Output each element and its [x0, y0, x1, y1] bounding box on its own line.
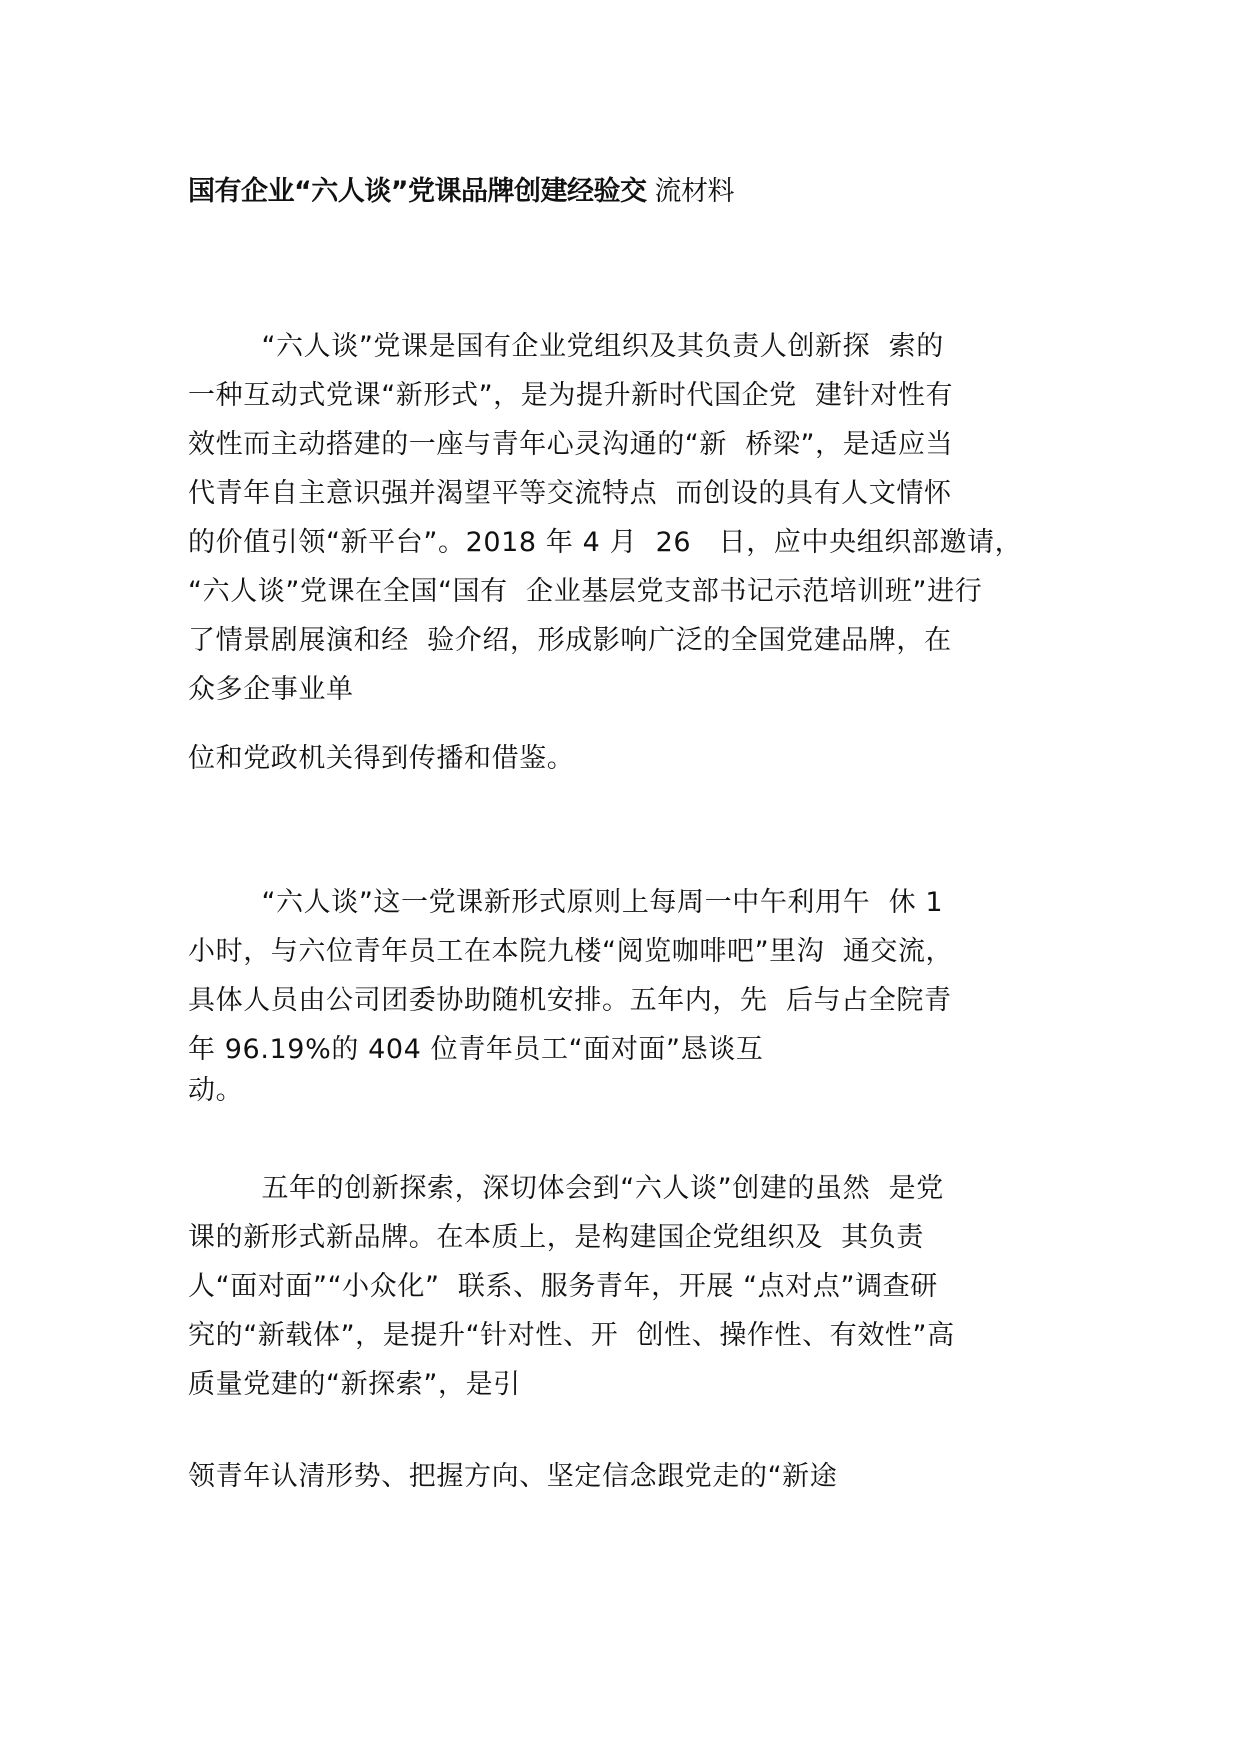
- paragraph-3-line: 质量党建的“新探索”，是引: [188, 1369, 521, 1400]
- document-title: [188, 172, 734, 212]
- paragraph-2-line: 小时，与六位青年员工在本院九楼“阅览咖啡吧”里沟 通交流，: [188, 936, 954, 967]
- paragraph-2-line: 具体人员由公司团委协助随机安排。五年内，先 后与占全院青: [188, 985, 952, 1016]
- paragraph-1: [188, 322, 1058, 714]
- paragraph-2: [188, 878, 1058, 1074]
- paragraph-1-line: 的价值引领“新平台”。2018 年 4 月 26 日，应中央组织部邀请，: [188, 527, 1023, 558]
- paragraph-3-line: 人“面对面”“小众化” 联系、服务青年，开展 “点对点”调查研: [188, 1271, 938, 1302]
- paragraph-2-line: “六人谈”这一党课新形式原则上每周一中午利用午 休 1: [188, 887, 944, 918]
- paragraph-1-line: “六人谈”党课在全国“国有 企业基层党支部书记示范培训班”进行: [188, 576, 983, 607]
- paragraph-3-tail: [188, 1452, 1058, 1501]
- paragraph-3: [188, 1164, 1058, 1409]
- paragraph-3-line: 课的新形式新品牌。在本质上，是构建国企党组织及 其负责: [188, 1222, 924, 1253]
- paragraph-1-line: 代青年自主意识强并渴望平等交流特点 而创设的具有人文情怀: [188, 478, 952, 509]
- paragraph-2-line: 年 96.19%的 404 位青年员工“面对面”恳谈互: [188, 1034, 764, 1065]
- paragraph-1-line: 众多企事业单: [188, 674, 354, 705]
- paragraph-2-tail-line: 动。: [188, 1075, 244, 1106]
- title-rest-part: 流材料: [654, 176, 734, 207]
- paragraph-3-line: 究的“新载体”，是提升“针对性、开 创性、操作性、有效性”高: [188, 1320, 955, 1351]
- paragraph-3-tail-line: 领青年认清形势、把握方向、坚定信念跟党走的“新途: [188, 1461, 838, 1492]
- paragraph-3-line: 五年的创新探索，深切体会到“六人谈”创建的虽然 是党: [188, 1173, 944, 1204]
- paragraph-1-line: 效性而主动搭建的一座与青年心灵沟通的“新 桥梁”，是适应当: [188, 429, 954, 460]
- title-bold-part: 国有企业“六人谈”党课品牌创建经验交: [188, 176, 647, 207]
- paragraph-1-tail: [188, 734, 1058, 783]
- paragraph-1-tail-line: 位和党政机关得到传播和借鉴。: [188, 743, 575, 774]
- paragraph-1-line: “六人谈”党课是国有企业党组织及其负责人创新探 索的: [188, 331, 944, 362]
- paragraph-1-line: 了情景剧展演和经 验介绍，形成影响广泛的全国党建品牌，在: [188, 625, 952, 656]
- paragraph-2-tail: [188, 1066, 1058, 1115]
- paragraph-1-line: 一种互动式党课“新形式”，是为提升新时代国企党 建针对性有: [188, 380, 954, 411]
